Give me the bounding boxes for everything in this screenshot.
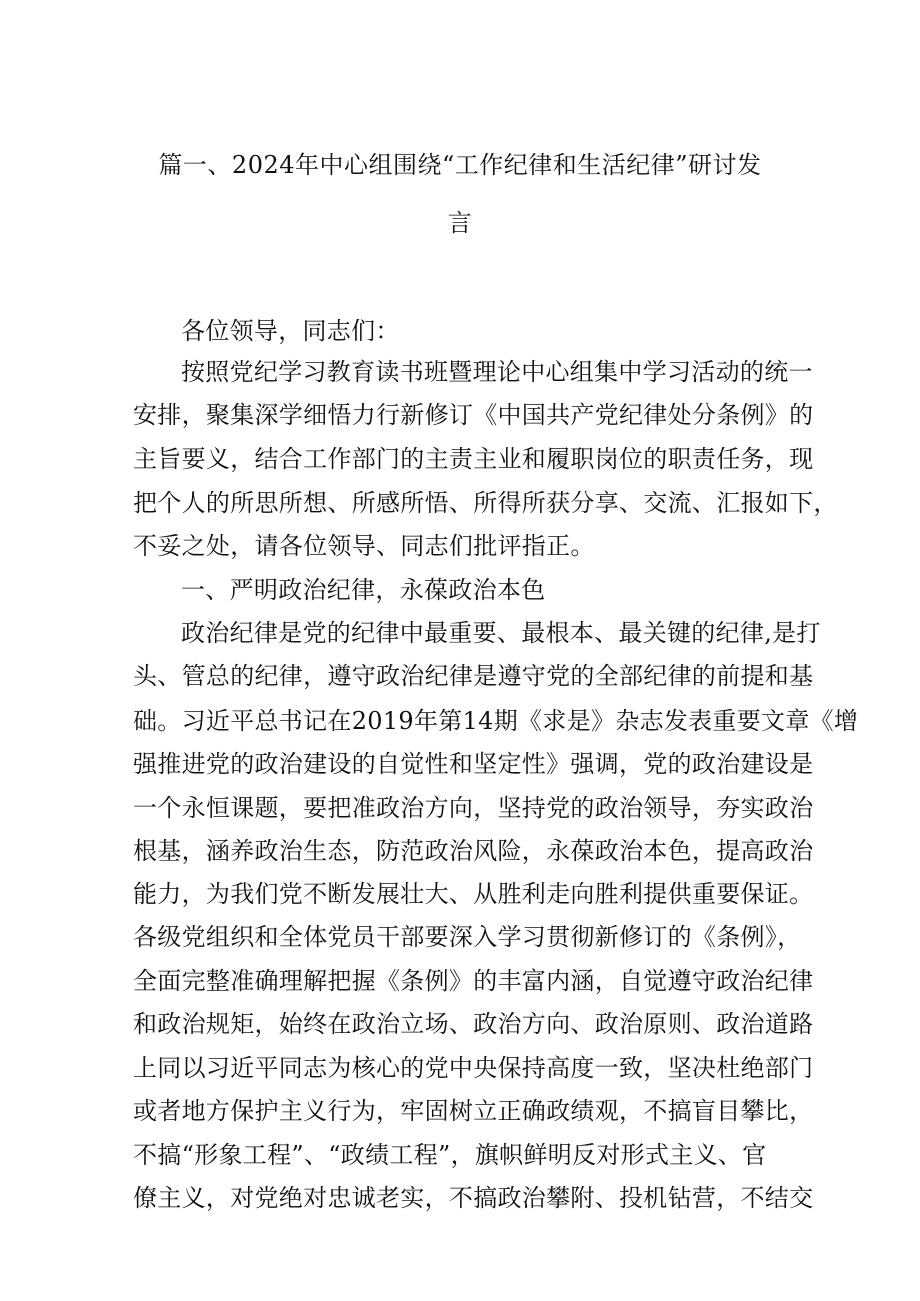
paragraph-line: 不妥之处，请各位领导、同志们批评指正。	[133, 532, 595, 560]
paragraph-line: 政治纪律是党的纪律中最重要、最根本、最关键的纪律,是打	[181, 619, 821, 647]
paragraph-line: 头、管总的纪律，遵守政治纪律是遵守党的全部纪律的前提和基	[133, 662, 814, 690]
paragraph-line: 把个人的所思所想、所感所悟、所得所获分享、交流、汇报如下，	[133, 489, 838, 517]
paragraph-line: 各级党组织和全体党员干部要深入学习贯彻新修订的《条例》，	[133, 923, 802, 951]
paragraph-line: 上同以习近平同志为核心的党中央保持高度一致，坚决杜绝部门	[133, 1054, 814, 1082]
paragraph-line: 础。习近平总书记在2019年第14期《求是》杂志发表重要文章《增	[133, 707, 859, 735]
paragraph-line: 能力，为我们党不断发展壮大、从胜利走向胜利提供重要保证。	[133, 880, 814, 908]
paragraph-line: 按照党纪学习教育读书班暨理论中心组集中学习活动的统一	[181, 358, 813, 386]
salutation: 各位领导，同志们：	[181, 317, 400, 345]
paragraph-line: 僚主义，对党绝对忠诚老实，不搞政治攀附、投机钻营，不结交	[133, 1184, 814, 1212]
paragraph-line: 和政治规矩，始终在政治立场、政治方向、政治原则、政治道路	[133, 1010, 814, 1038]
paragraph-line: 或者地方保护主义行为，牢固树立正确政绩观，不搞盲目攀比，	[133, 1097, 814, 1125]
paragraph-line: 不搞“形象工程”、“政绩工程”，旗帜鲜明反对形式主义、官	[133, 1141, 767, 1169]
paragraph-line: 全面完整准确理解把握《条例》的丰富内涵，自觉遵守政治纪律	[133, 967, 814, 995]
section-heading: 一、严明政治纪律，永葆政治本色	[181, 576, 546, 604]
paragraph-line: 安排，聚集深学细悟力行新修订《中国共产党纪律处分条例》的	[133, 401, 814, 429]
document-title: 篇一、2024年中心组围绕“工作纪律和生活纪律”研讨发	[158, 151, 762, 179]
paragraph-line: 主旨要义，结合工作部门的主责主业和履职岗位的职责任务，现	[133, 445, 814, 473]
paragraph-line: 一个永恒课题，要把准政治方向，坚持党的政治领导，夯实政治	[133, 794, 814, 822]
paragraph-line: 强推进党的政治建设的自觉性和坚定性》强调，党的政治建设是	[133, 750, 814, 778]
paragraph-line: 根基，涵养政治生态，防范政治风险，永葆政治本色，提高政治	[133, 837, 814, 865]
document-title-continued: 言	[447, 209, 473, 237]
